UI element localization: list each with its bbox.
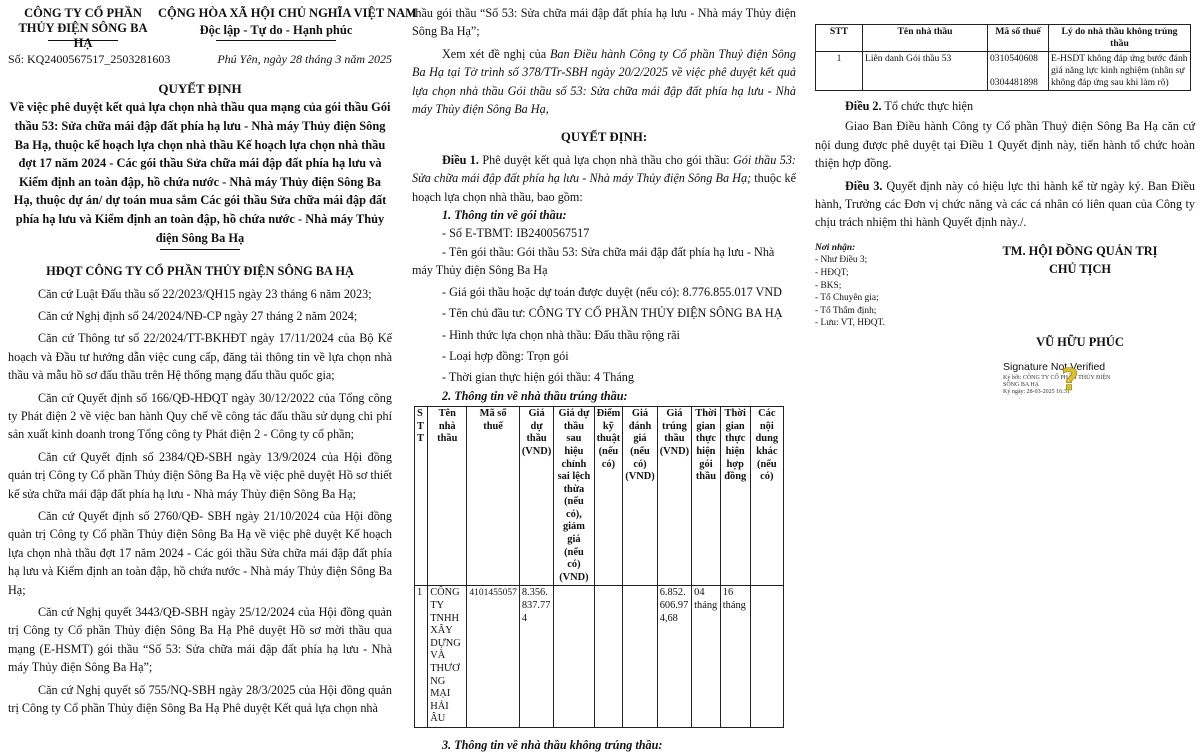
th-contract-time: Thời gian thực hiện hợp đồng bbox=[720, 407, 750, 586]
place-date: Phú Yên, ngày 28 tháng 3 năm 2025 bbox=[217, 52, 392, 66]
info-item: - Số E-TBMT: IB2400567517 bbox=[442, 226, 590, 241]
loser-table-header bbox=[816, 25, 1191, 52]
page-right bbox=[815, 0, 1195, 628]
legal-basis-item: Căn cứ Nghị quyết 3443/QĐ-SBH ngày 25/12/2024 của Hội đồng quản trị Công ty Cổ phần Thủy điện Sông Ba Hạ Phê duyệt Hồ sơ mời thầu qua mạng (E-HSMT) gói thầu “Số 53: Sửa chữa mái đập đất phía hạ lưu - Nhà máy Thủy điện Sông Ba Hạ”; bbox=[8, 605, 392, 675]
digital-signature[interactable] bbox=[1003, 361, 1143, 407]
decision-subject: Về việc phê duyệt kết quả lựa chọn nhà thầu qua mạng của gói thầu Gói thầu 53: Sửa chữa mái đập đất phía hạ lưu - Nhà máy Thủy điện Sông Ba Hạ, thuộc kế hoạch lựa chọn nhà thầu Kế hoạch lựa chọn nhà thầu đợt 17 năm 2024 - Các gói thầu Sửa chữa mái đập đất phía hạ lưu và Kiểm định an toàn đập, hồ chứa nước - Nhà máy Thủy điện Sông Ba Hạ, thuộc dự án/ dự toán mua sắm Các gói thầu Sửa chữa mái đập đất phía hạ lưu và Kiểm định an toàn đập, hồ chứa nước - Nhà máy Thủy điện Sông Ba Hạ bbox=[9, 100, 391, 245]
legal-bases bbox=[8, 285, 392, 718]
article-3-text: Quyết định này có hiệu lực thi hành kể từ ngày ký. Ban Điều hành, Trưởng các Đơn vị chức năng và các cá nhân có liên quan của Công ty chịu trách nhiệm thi hành Quyết định này./. bbox=[815, 178, 1195, 230]
unverified-question-icon bbox=[1059, 361, 1081, 399]
th-name: Tên nhà thầu bbox=[863, 25, 988, 52]
th-name: Tên nhà thầu bbox=[428, 407, 467, 586]
package-info bbox=[412, 224, 796, 386]
cell-tech-score bbox=[594, 586, 623, 728]
th-stt: STT bbox=[415, 407, 428, 586]
section-1-title: 1. Thông tin về gói thầu: bbox=[442, 208, 567, 223]
signer-role: TM. HỘI ĐỒNG QUẢN TRỊ bbox=[1002, 243, 1158, 258]
article-3-label: Điều 3. bbox=[845, 178, 883, 193]
info-item: - Hình thức lựa chọn nhà thầu: Đấu thầu rộng rãi bbox=[442, 327, 680, 342]
recipient-item: - HĐQT; bbox=[815, 268, 849, 279]
info-item: - Tên chủ đầu tư: CÔNG TY CỔ PHẦN THỦY ĐIỆN SÔNG BA HẠ bbox=[442, 306, 783, 321]
th-award-price: Giá trúng thầu (VND) bbox=[657, 407, 691, 586]
th-other: Các nội dung khác (nếu có) bbox=[750, 407, 783, 586]
table-row bbox=[415, 586, 784, 728]
cell-name: Liên danh Gói thầu 53 bbox=[863, 52, 988, 91]
tax-code: 0310540608 bbox=[990, 53, 1038, 64]
recipient-item: - Tổ Chuyên gia; bbox=[815, 293, 879, 304]
recipient-item: - Tổ Thẩm định; bbox=[815, 305, 877, 316]
cell-package-time: 04 tháng bbox=[692, 586, 721, 728]
section-2-title: 2. Thông tin về nhà thầu trúng thầu: bbox=[442, 388, 628, 403]
legal-basis-item: Căn cứ Quyết định số 166/QĐ-HĐQT ngày 30/12/2022 của Tổng công ty Phát điện 2 về việc ban hành Quy chế về công tác đấu thầu sử dụng chi phí sản xuất kinh doanh trong Tổng công ty Phát điện 2 - Công ty cổ phần; bbox=[8, 390, 392, 442]
legal-basis-item: Căn cứ Nghị quyết số 755/NQ-SBH ngày 28/3/2025 của Hội đồng quản trị Công ty Cổ phần Thủy điện Sông Ba Hạ Phê duyệt Kết quả lựa chọn nhà bbox=[8, 682, 392, 716]
cell-stt: 1 bbox=[816, 52, 863, 91]
article-1-italic: Gói thầu 53: Sửa chữa mái đập đất phía hạ lưu - Nhà máy Thủy điện Sông Ba Hạ; bbox=[412, 152, 796, 186]
decision-title: QUYẾT ĐỊNH bbox=[158, 81, 242, 96]
section-3-title: 3. Thông tin về nhà thầu không trúng thầu: bbox=[442, 737, 663, 752]
svg-text:?: ? bbox=[1061, 363, 1079, 399]
info-item: - Loại hợp đồng: Trọn gói bbox=[442, 348, 569, 363]
cell-other bbox=[750, 586, 783, 728]
signature-date: Ký ngày: 28-03-2025 16:31 bbox=[1003, 389, 1070, 396]
cell-reason: E-HSDT không đáp ứng bước đánh giá năng lực kinh nghiệm (nhân sự không đáp ứng sau khi làm rõ) bbox=[1049, 52, 1191, 91]
page-left bbox=[8, 0, 417, 716]
document-header bbox=[8, 6, 417, 50]
page-middle bbox=[412, 0, 796, 752]
winner-table bbox=[414, 406, 784, 728]
th-adjusted-price: Giá dự thầu sau hiệu chỉnh sai lệch thừa (nếu có), giảm giá (nếu có) (VND) bbox=[554, 407, 594, 586]
info-item: - Thời gian thực hiện gói thầu: 4 Tháng bbox=[442, 370, 634, 385]
legal-basis-item: Căn cứ Quyết định số 2760/QĐ- SBH ngày 21/10/2024 của Hội đồng quản trị Công ty Cổ phần Thủy điện Sông Ba Hạ về việc phê duyệt Kế hoạch lựa chọn nhà thầu đợt 17 năm 2024 - Các gói thầu Sửa chữa mái đập đất phía hạ lưu và Kiểm định an toàn đập, hồ chứa nước - Nhà máy Thủy điện Sông Ba Hạ; bbox=[8, 509, 392, 597]
cell-adjusted-price bbox=[554, 586, 594, 728]
cell-eval-price bbox=[623, 586, 657, 728]
legal-basis-item: Căn cứ Thông tư số 22/2024/TT-BKHĐT ngày 17/11/2024 của Bộ Kế hoạch và Đầu tư hướng dẫn việc cung cấp, đăng tải thông tin về lựa chọn nhà thầu và mẫu hồ sơ đấu thầu trên Hệ thống mạng đấu thầu quốc gia; bbox=[8, 331, 392, 383]
signer-title: CHỦ TỊCH bbox=[1048, 262, 1112, 277]
tax-code: 0304481898 bbox=[990, 77, 1038, 88]
org-name: CÔNG TY CỔ PHẦN THỦY ĐIỆN SÔNG BA HẠ bbox=[18, 6, 148, 50]
signer-name: VŨ HỮU PHÚC bbox=[1036, 334, 1124, 349]
th-bid-price: Giá dự thầu (VND) bbox=[519, 407, 553, 586]
consider-italic: Ban Điều hành Công ty Cổ phần Thuỷ điện Sông Ba Hạ tại Tờ trình số 378/TTr-SBH ngày 20/2/2025 về việc phê duyệt kết quả lựa chọn nhà thầu Gói thầu số 53: Sửa chữa mái đập đất phía hạ lưu - Nhà máy Thủy điện Sông Ba Hạ, bbox=[412, 46, 796, 117]
cell-tax bbox=[988, 52, 1049, 91]
consider-prefix: Xem xét đề nghị của bbox=[442, 46, 550, 61]
recipient-item: - BKS; bbox=[815, 280, 842, 291]
info-item: - Giá gói thầu hoặc dự toán được duyệt (nếu có): 8.776.855.017 VND bbox=[442, 284, 782, 299]
cell-bid-price: 8.356.837.774 bbox=[519, 586, 553, 728]
recipient-item: - Lưu: VT, HĐQT. bbox=[815, 318, 885, 329]
cell-name: CÔNG TY TNHH XÂY DỰNG VÀ THƯƠNG MẠI HẢI ÂU bbox=[428, 586, 467, 728]
motto: Độc lập - Tự do - Hạnh phúc bbox=[199, 23, 353, 37]
th-tax: Mã số thuế bbox=[467, 407, 520, 586]
article-1 bbox=[412, 151, 796, 206]
recipients-title: Nơi nhận: bbox=[815, 242, 856, 253]
article-2-label: Điều 2. bbox=[845, 99, 882, 113]
loser-table bbox=[815, 24, 1191, 91]
th-reason: Lý do nhà thầu không trúng thầu bbox=[1049, 25, 1191, 52]
table-row bbox=[816, 52, 1191, 91]
signature-signer: Ký bởi: CÔNG TY CỔ PHẦN THỦY ĐIỆN SÔNG BA HẠ bbox=[1003, 375, 1111, 389]
legal-basis-item: Căn cứ Luật Đấu thầu số 22/2023/QH15 ngày 23 tháng 6 năm 2023; bbox=[38, 286, 372, 301]
country-name: CỘNG HÒA XÃ HỘI CHỦ NGHĨA VIỆT NAM bbox=[158, 6, 417, 20]
footer-block bbox=[815, 242, 1195, 522]
subject-underline bbox=[160, 249, 240, 250]
th-tax: Mã số thuế bbox=[988, 25, 1049, 52]
motto-underline bbox=[216, 40, 336, 41]
number-date-row bbox=[8, 50, 392, 72]
signer-block bbox=[965, 242, 1195, 407]
article-2-heading bbox=[815, 97, 1195, 115]
legal-basis-item: Căn cứ Quyết định số 2384/QĐ-SBH ngày 13/9/2024 của Hội đồng quản trị Công ty Cổ phần Thủy điện Sông Ba Hạ về việc phê duyệt Hồ sơ thiết kế sửa chữa mái đập đất phía hạ lưu - Nhà máy Thủy điện Sông Ba Hạ; bbox=[8, 449, 392, 501]
article-2-title: Tổ chức thực hiện bbox=[881, 99, 974, 113]
legal-basis-item: Căn cứ Nghị định số 24/2024/NĐ-CP ngày 27 tháng 2 năm 2024; bbox=[38, 308, 358, 323]
winner-table-header bbox=[415, 407, 784, 586]
cell-tax: 4101455057 bbox=[467, 586, 520, 728]
th-package-time: Thời gian thực hiện gói thầu bbox=[692, 407, 721, 586]
consider-paragraph bbox=[412, 45, 796, 119]
cell-award-price: 6.852.606.974,68 bbox=[657, 586, 691, 728]
document-number: Số: KQ2400567517_2503281603 bbox=[8, 52, 171, 66]
decides-heading: QUYẾT ĐỊNH: bbox=[560, 130, 648, 145]
th-tech-score: Điểm kỹ thuật (nếu có) bbox=[594, 407, 623, 586]
cell-contract-time: 16 tháng bbox=[720, 586, 750, 728]
cell-stt: 1 bbox=[415, 586, 428, 728]
issuing-authority: HĐQT CÔNG TY CỔ PHẦN THỦY ĐIỆN SÔNG BA HẠ bbox=[46, 264, 354, 279]
info-item: - Tên gói thầu: Gói thầu 53: Sửa chữa mái đập đất phía hạ lưu - Nhà máy Thủy điện Sông Ba Hạ bbox=[412, 244, 775, 278]
article-1-tail: thuộc kế hoạch lựa chọn nhà thầu, bao gồm: bbox=[412, 171, 796, 204]
article-1-text: Phê duyệt kết quả lựa chọn nhà thầu cho gói thầu: bbox=[478, 152, 733, 167]
article-3 bbox=[815, 177, 1195, 232]
recipient-item: - Như Điều 3; bbox=[815, 255, 868, 266]
article-2-text: Giao Ban Điều hành Công ty Cổ phần Thuỷ điện Sông Ba Hạ căn cứ nội dung được phê duyệt tại Điều 1 Quyết định này, tiến hành tổ chức hoàn thiện hợp đồng. bbox=[815, 119, 1195, 171]
signature-status: Signature Not Verified bbox=[1003, 361, 1106, 374]
th-stt: STT bbox=[816, 25, 863, 52]
org-underline bbox=[48, 40, 118, 41]
th-eval-price: Giá đánh giá (nếu có) (VND) bbox=[623, 407, 657, 586]
article-1-label: Điều 1. bbox=[442, 152, 479, 167]
basis-continuation: thầu gói thầu “Số 53: Sửa chữa mái đập đất phía hạ lưu - Nhà máy Thủy điện Sông Ba Hạ”; bbox=[412, 6, 796, 39]
recipients bbox=[815, 242, 955, 330]
